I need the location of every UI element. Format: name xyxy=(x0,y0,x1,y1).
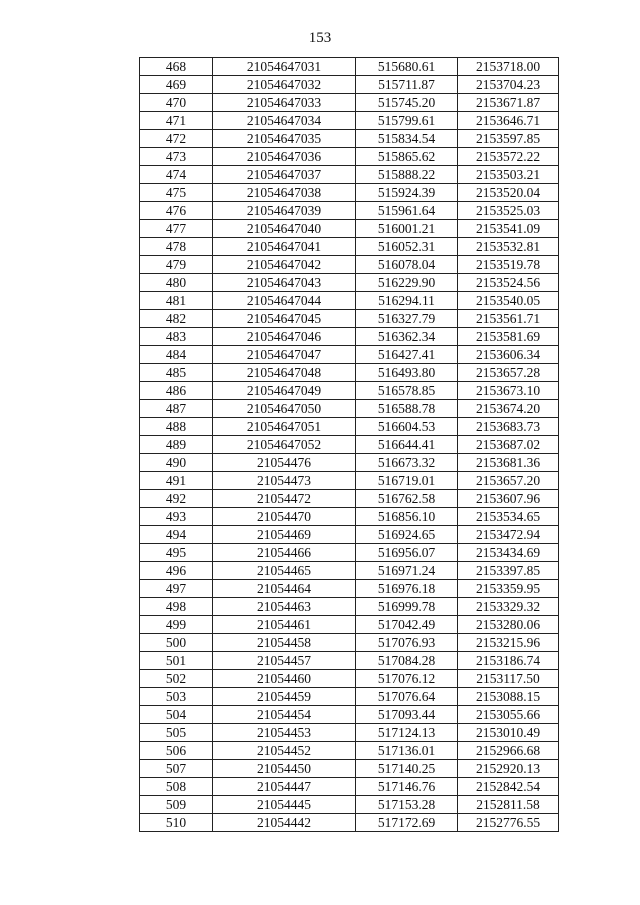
x-coordinate-cell: 515799.61 xyxy=(356,112,458,130)
row-index-cell: 504 xyxy=(140,706,213,724)
x-coordinate-cell: 517076.64 xyxy=(356,688,458,706)
row-index-cell: 500 xyxy=(140,634,213,652)
x-coordinate-cell: 515961.64 xyxy=(356,202,458,220)
point-id-cell: 21054457 xyxy=(213,652,356,670)
row-index-cell: 477 xyxy=(140,220,213,238)
x-coordinate-cell: 517140.25 xyxy=(356,760,458,778)
row-index-cell: 510 xyxy=(140,814,213,832)
x-coordinate-cell: 516001.21 xyxy=(356,220,458,238)
point-id-cell: 21054647033 xyxy=(213,94,356,112)
point-id-cell: 21054647046 xyxy=(213,328,356,346)
x-coordinate-cell: 517076.12 xyxy=(356,670,458,688)
x-coordinate-cell: 515745.20 xyxy=(356,94,458,112)
row-index-cell: 507 xyxy=(140,760,213,778)
point-id-cell: 21054647036 xyxy=(213,148,356,166)
y-coordinate-cell: 2153186.74 xyxy=(458,652,559,670)
y-coordinate-cell: 2153673.10 xyxy=(458,382,559,400)
table-row xyxy=(140,418,559,436)
y-coordinate-cell: 2153581.69 xyxy=(458,328,559,346)
y-coordinate-cell: 2153674.20 xyxy=(458,400,559,418)
point-id-cell: 21054447 xyxy=(213,778,356,796)
table-row xyxy=(140,688,559,706)
x-coordinate-cell: 517076.93 xyxy=(356,634,458,652)
point-id-cell: 21054647043 xyxy=(213,274,356,292)
table-row xyxy=(140,670,559,688)
x-coordinate-cell: 516956.07 xyxy=(356,544,458,562)
point-id-cell: 21054647050 xyxy=(213,400,356,418)
point-id-cell: 21054466 xyxy=(213,544,356,562)
table-row xyxy=(140,310,559,328)
y-coordinate-cell: 2153280.06 xyxy=(458,616,559,634)
y-coordinate-cell: 2153597.85 xyxy=(458,130,559,148)
row-index-cell: 478 xyxy=(140,238,213,256)
x-coordinate-cell: 517093.44 xyxy=(356,706,458,724)
x-coordinate-cell: 517146.76 xyxy=(356,778,458,796)
y-coordinate-cell: 2153519.78 xyxy=(458,256,559,274)
row-index-cell: 483 xyxy=(140,328,213,346)
point-id-cell: 21054647035 xyxy=(213,130,356,148)
row-index-cell: 505 xyxy=(140,724,213,742)
point-id-cell: 21054647037 xyxy=(213,166,356,184)
y-coordinate-cell: 2152776.55 xyxy=(458,814,559,832)
point-id-cell: 21054647048 xyxy=(213,364,356,382)
point-id-cell: 21054473 xyxy=(213,472,356,490)
row-index-cell: 479 xyxy=(140,256,213,274)
point-id-cell: 21054458 xyxy=(213,634,356,652)
x-coordinate-cell: 516294.11 xyxy=(356,292,458,310)
point-id-cell: 21054470 xyxy=(213,508,356,526)
row-index-cell: 488 xyxy=(140,418,213,436)
y-coordinate-cell: 2153541.09 xyxy=(458,220,559,238)
table-row xyxy=(140,436,559,454)
row-index-cell: 471 xyxy=(140,112,213,130)
table-row xyxy=(140,526,559,544)
x-coordinate-cell: 515924.39 xyxy=(356,184,458,202)
y-coordinate-cell: 2153010.49 xyxy=(458,724,559,742)
y-coordinate-cell: 2153532.81 xyxy=(458,238,559,256)
table-row xyxy=(140,130,559,148)
row-index-cell: 498 xyxy=(140,598,213,616)
x-coordinate-cell: 516427.41 xyxy=(356,346,458,364)
row-index-cell: 492 xyxy=(140,490,213,508)
y-coordinate-cell: 2153534.65 xyxy=(458,508,559,526)
table-row xyxy=(140,346,559,364)
table-row xyxy=(140,796,559,814)
y-coordinate-cell: 2153657.28 xyxy=(458,364,559,382)
row-index-cell: 474 xyxy=(140,166,213,184)
x-coordinate-cell: 516588.78 xyxy=(356,400,458,418)
x-coordinate-cell: 517124.13 xyxy=(356,724,458,742)
point-id-cell: 21054647047 xyxy=(213,346,356,364)
table-row xyxy=(140,706,559,724)
point-id-cell: 21054464 xyxy=(213,580,356,598)
point-id-cell: 21054647041 xyxy=(213,238,356,256)
x-coordinate-cell: 516493.80 xyxy=(356,364,458,382)
x-coordinate-cell: 516856.10 xyxy=(356,508,458,526)
table-row xyxy=(140,760,559,778)
coordinates-table xyxy=(139,57,559,832)
x-coordinate-cell: 517084.28 xyxy=(356,652,458,670)
table-row xyxy=(140,256,559,274)
y-coordinate-cell: 2153671.87 xyxy=(458,94,559,112)
x-coordinate-cell: 515888.22 xyxy=(356,166,458,184)
table-row xyxy=(140,382,559,400)
point-id-cell: 21054445 xyxy=(213,796,356,814)
point-id-cell: 21054453 xyxy=(213,724,356,742)
x-coordinate-cell: 517153.28 xyxy=(356,796,458,814)
table-row xyxy=(140,400,559,418)
row-index-cell: 495 xyxy=(140,544,213,562)
table-row xyxy=(140,562,559,580)
table-row xyxy=(140,472,559,490)
y-coordinate-cell: 2153606.34 xyxy=(458,346,559,364)
x-coordinate-cell: 516999.78 xyxy=(356,598,458,616)
table-row xyxy=(140,94,559,112)
row-index-cell: 506 xyxy=(140,742,213,760)
y-coordinate-cell: 2152920.13 xyxy=(458,760,559,778)
x-coordinate-cell: 516976.18 xyxy=(356,580,458,598)
x-coordinate-cell: 515680.61 xyxy=(356,58,458,76)
y-coordinate-cell: 2153472.94 xyxy=(458,526,559,544)
point-id-cell: 21054476 xyxy=(213,454,356,472)
table-row xyxy=(140,292,559,310)
y-coordinate-cell: 2153525.03 xyxy=(458,202,559,220)
point-id-cell: 21054461 xyxy=(213,616,356,634)
point-id-cell: 21054450 xyxy=(213,760,356,778)
y-coordinate-cell: 2152842.54 xyxy=(458,778,559,796)
row-index-cell: 484 xyxy=(140,346,213,364)
y-coordinate-cell: 2153088.15 xyxy=(458,688,559,706)
row-index-cell: 493 xyxy=(140,508,213,526)
table-row xyxy=(140,364,559,382)
table-row xyxy=(140,742,559,760)
y-coordinate-cell: 2153561.71 xyxy=(458,310,559,328)
table-row xyxy=(140,274,559,292)
y-coordinate-cell: 2153718.00 xyxy=(458,58,559,76)
x-coordinate-cell: 516327.79 xyxy=(356,310,458,328)
y-coordinate-cell: 2153215.96 xyxy=(458,634,559,652)
row-index-cell: 499 xyxy=(140,616,213,634)
y-coordinate-cell: 2153397.85 xyxy=(458,562,559,580)
y-coordinate-cell: 2153524.56 xyxy=(458,274,559,292)
row-index-cell: 497 xyxy=(140,580,213,598)
point-id-cell: 21054442 xyxy=(213,814,356,832)
point-id-cell: 21054469 xyxy=(213,526,356,544)
x-coordinate-cell: 515711.87 xyxy=(356,76,458,94)
table-row xyxy=(140,202,559,220)
row-index-cell: 472 xyxy=(140,130,213,148)
row-index-cell: 486 xyxy=(140,382,213,400)
row-index-cell: 494 xyxy=(140,526,213,544)
table-row xyxy=(140,598,559,616)
point-id-cell: 21054647052 xyxy=(213,436,356,454)
x-coordinate-cell: 516604.53 xyxy=(356,418,458,436)
point-id-cell: 21054647049 xyxy=(213,382,356,400)
table-row xyxy=(140,166,559,184)
point-id-cell: 21054472 xyxy=(213,490,356,508)
table-row xyxy=(140,724,559,742)
y-coordinate-cell: 2153572.22 xyxy=(458,148,559,166)
x-coordinate-cell: 515865.62 xyxy=(356,148,458,166)
table-row xyxy=(140,112,559,130)
y-coordinate-cell: 2153704.23 xyxy=(458,76,559,94)
y-coordinate-cell: 2153329.32 xyxy=(458,598,559,616)
table-row xyxy=(140,580,559,598)
table-row xyxy=(140,616,559,634)
table-row xyxy=(140,328,559,346)
x-coordinate-cell: 516971.24 xyxy=(356,562,458,580)
y-coordinate-cell: 2153683.73 xyxy=(458,418,559,436)
y-coordinate-cell: 2153681.36 xyxy=(458,454,559,472)
point-id-cell: 21054647038 xyxy=(213,184,356,202)
table-row xyxy=(140,490,559,508)
x-coordinate-cell: 516719.01 xyxy=(356,472,458,490)
row-index-cell: 482 xyxy=(140,310,213,328)
y-coordinate-cell: 2153434.69 xyxy=(458,544,559,562)
point-id-cell: 21054647032 xyxy=(213,76,356,94)
x-coordinate-cell: 515834.54 xyxy=(356,130,458,148)
point-id-cell: 21054452 xyxy=(213,742,356,760)
x-coordinate-cell: 517042.49 xyxy=(356,616,458,634)
row-index-cell: 502 xyxy=(140,670,213,688)
y-coordinate-cell: 2152811.58 xyxy=(458,796,559,814)
x-coordinate-cell: 516673.32 xyxy=(356,454,458,472)
y-coordinate-cell: 2153117.50 xyxy=(458,670,559,688)
y-coordinate-cell: 2153055.66 xyxy=(458,706,559,724)
table-row xyxy=(140,814,559,832)
table-row xyxy=(140,544,559,562)
table-row xyxy=(140,652,559,670)
table-row xyxy=(140,220,559,238)
x-coordinate-cell: 517136.01 xyxy=(356,742,458,760)
table-row xyxy=(140,508,559,526)
row-index-cell: 496 xyxy=(140,562,213,580)
point-id-cell: 21054647040 xyxy=(213,220,356,238)
x-coordinate-cell: 516052.31 xyxy=(356,238,458,256)
table-row xyxy=(140,148,559,166)
row-index-cell: 501 xyxy=(140,652,213,670)
x-coordinate-cell: 517172.69 xyxy=(356,814,458,832)
x-coordinate-cell: 516762.58 xyxy=(356,490,458,508)
point-id-cell: 21054647045 xyxy=(213,310,356,328)
x-coordinate-cell: 516078.04 xyxy=(356,256,458,274)
point-id-cell: 21054454 xyxy=(213,706,356,724)
row-index-cell: 508 xyxy=(140,778,213,796)
point-id-cell: 21054647034 xyxy=(213,112,356,130)
row-index-cell: 473 xyxy=(140,148,213,166)
table-row xyxy=(140,184,559,202)
y-coordinate-cell: 2153657.20 xyxy=(458,472,559,490)
row-index-cell: 489 xyxy=(140,436,213,454)
y-coordinate-cell: 2153540.05 xyxy=(458,292,559,310)
table-row xyxy=(140,238,559,256)
x-coordinate-cell: 516924.65 xyxy=(356,526,458,544)
y-coordinate-cell: 2153687.02 xyxy=(458,436,559,454)
table-row xyxy=(140,778,559,796)
row-index-cell: 469 xyxy=(140,76,213,94)
y-coordinate-cell: 2153607.96 xyxy=(458,490,559,508)
point-id-cell: 21054460 xyxy=(213,670,356,688)
row-index-cell: 490 xyxy=(140,454,213,472)
point-id-cell: 21054459 xyxy=(213,688,356,706)
point-id-cell: 21054463 xyxy=(213,598,356,616)
y-coordinate-cell: 2153520.04 xyxy=(458,184,559,202)
point-id-cell: 21054647039 xyxy=(213,202,356,220)
x-coordinate-cell: 516578.85 xyxy=(356,382,458,400)
row-index-cell: 487 xyxy=(140,400,213,418)
y-coordinate-cell: 2153646.71 xyxy=(458,112,559,130)
table-row xyxy=(140,634,559,652)
point-id-cell: 21054647031 xyxy=(213,58,356,76)
x-coordinate-cell: 516644.41 xyxy=(356,436,458,454)
table-row xyxy=(140,58,559,76)
row-index-cell: 476 xyxy=(140,202,213,220)
point-id-cell: 21054465 xyxy=(213,562,356,580)
row-index-cell: 480 xyxy=(140,274,213,292)
row-index-cell: 475 xyxy=(140,184,213,202)
row-index-cell: 468 xyxy=(140,58,213,76)
y-coordinate-cell: 2153503.21 xyxy=(458,166,559,184)
table-row xyxy=(140,76,559,94)
x-coordinate-cell: 516362.34 xyxy=(356,328,458,346)
row-index-cell: 509 xyxy=(140,796,213,814)
y-coordinate-cell: 2153359.95 xyxy=(458,580,559,598)
point-id-cell: 21054647051 xyxy=(213,418,356,436)
point-id-cell: 21054647042 xyxy=(213,256,356,274)
row-index-cell: 481 xyxy=(140,292,213,310)
row-index-cell: 503 xyxy=(140,688,213,706)
row-index-cell: 491 xyxy=(140,472,213,490)
page-number: 153 xyxy=(308,30,332,46)
point-id-cell: 21054647044 xyxy=(213,292,356,310)
table-row xyxy=(140,454,559,472)
x-coordinate-cell: 516229.90 xyxy=(356,274,458,292)
y-coordinate-cell: 2152966.68 xyxy=(458,742,559,760)
row-index-cell: 485 xyxy=(140,364,213,382)
row-index-cell: 470 xyxy=(140,94,213,112)
